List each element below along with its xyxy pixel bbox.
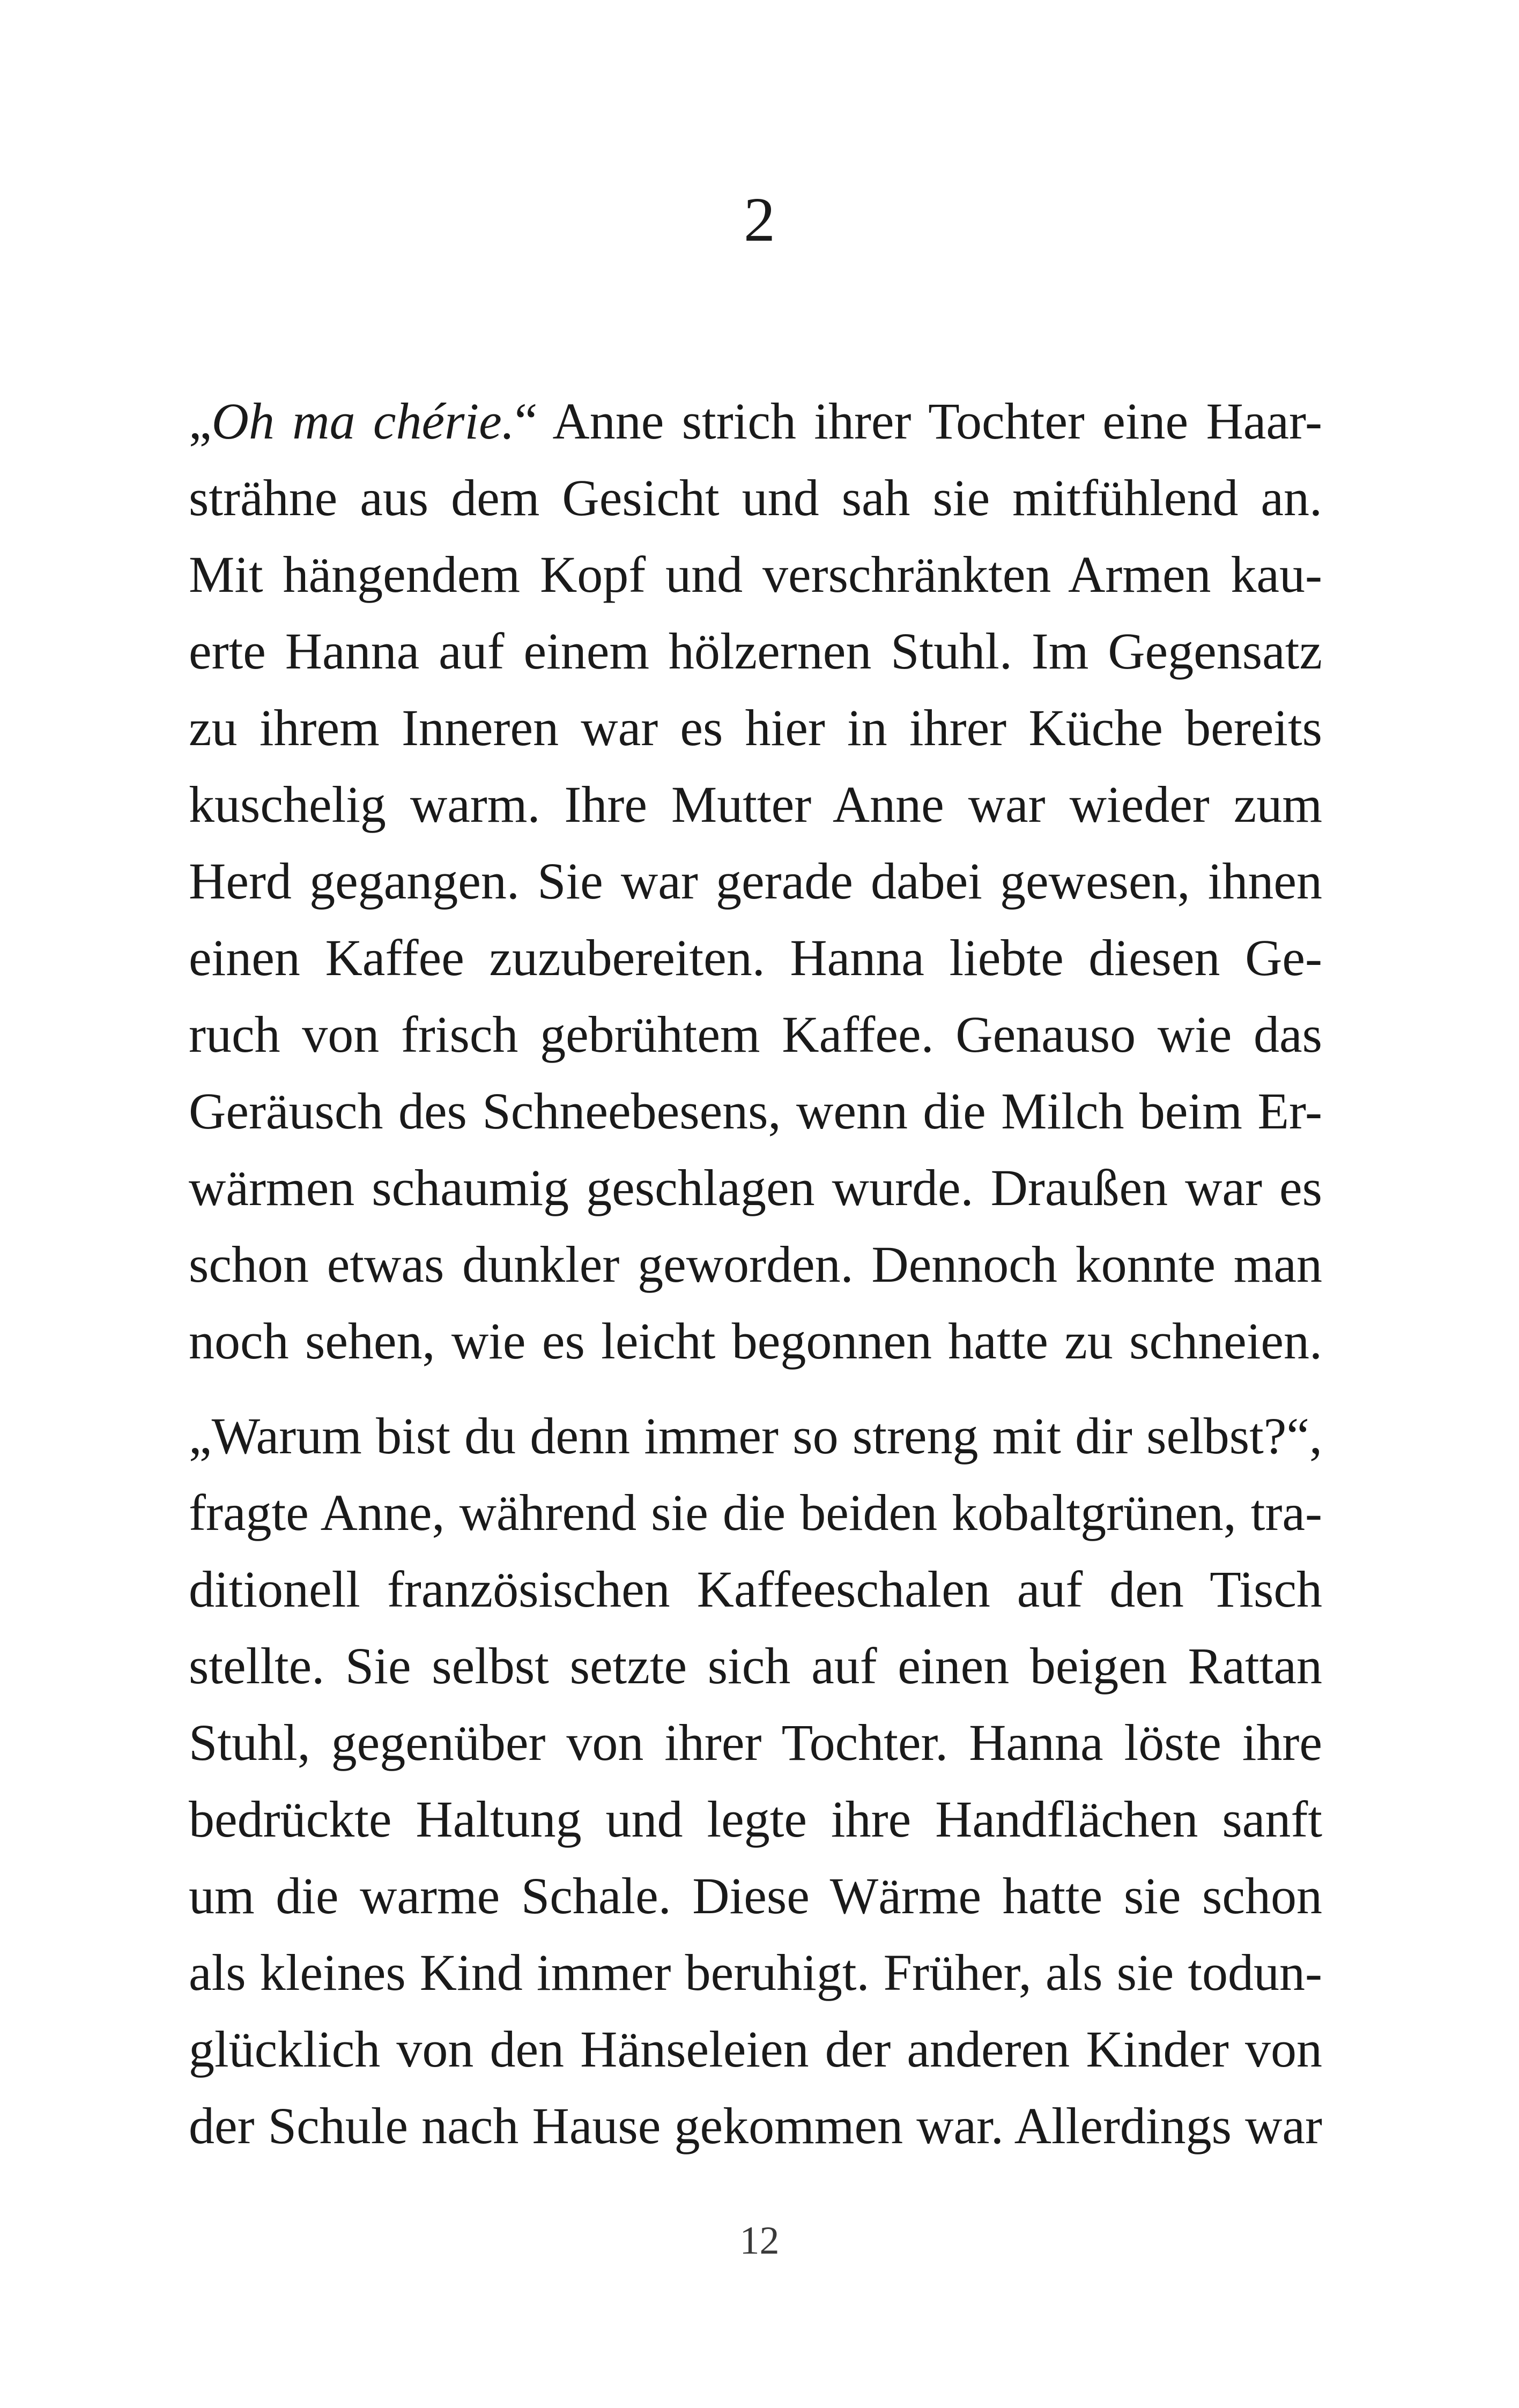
text-line: strähne aus dem Gesicht und sah sie mitfühlend an. — [189, 469, 1322, 526]
text-line: als kleines Kind immer beruhigt. Früher, als sie todun- — [189, 1944, 1322, 2001]
text-line: einen Kaffee zuzubereiten. Hanna liebte diesen Ge- — [189, 929, 1322, 986]
text-line: Stuhl, gegenüber von ihrer Tochter. Hanna löste ihre — [189, 1714, 1322, 1771]
text-line: der Schule nach Hause gekommen war. Allerdings war — [189, 2097, 1322, 2154]
text-line: zu ihrem Inneren war es hier in ihrer Küche bereits — [189, 699, 1322, 756]
text-line: um die warme Schale. Diese Wärme hatte sie schon — [189, 1867, 1322, 1924]
body-text — [189, 383, 1322, 2164]
text-line: „Warum bist du denn immer so streng mit dir selbst?“, — [189, 1407, 1322, 1465]
text-line: ruch von frisch gebrühtem Kaffee. Genauso wie das — [189, 1006, 1322, 1063]
paragraph-1 — [189, 383, 1322, 1379]
page-number: 12 — [739, 2219, 780, 2263]
text-line: stellte. Sie selbst setzte sich auf einen beigen Rattan — [189, 1637, 1322, 1694]
text-line: wärmen schaumig geschlagen wurde. Draußen war es — [189, 1159, 1322, 1216]
text-line: bedrückte Haltung und legte ihre Handflächen sanft — [189, 1790, 1322, 1848]
text-line: „Oh ma chérie.“ Anne strich ihrer Tochter eine Haar- — [189, 392, 1323, 450]
text-line: erte Hanna auf einem hölzernen Stuhl. Im Gegensatz — [189, 622, 1322, 680]
text-line: schon etwas dunkler geworden. Dennoch konnte man — [189, 1236, 1322, 1293]
paragraph-spacer — [189, 1379, 1322, 1398]
text-line: noch sehen, wie es leicht begonnen hatte zu schneien. — [189, 1312, 1322, 1370]
text-line: fragte Anne, während sie die beiden kobaltgrünen, tra- — [189, 1484, 1322, 1541]
paragraph-2 — [189, 1398, 1322, 2164]
text-line: kuschelig warm. Ihre Mutter Anne war wieder zum — [189, 776, 1322, 833]
text-line: ditionell französischen Kaffeeschalen auf den Tisch — [189, 1560, 1322, 1618]
text-line: glücklich von den Hänseleien der anderen Kinder von — [189, 2020, 1322, 2078]
text-line: Mit hängendem Kopf und verschränkten Armen kau- — [189, 546, 1322, 603]
text-line: Herd gegangen. Sie war gerade dabei gewesen, ihnen — [189, 852, 1322, 910]
chapter-number: 2 — [744, 184, 775, 255]
text-line: Geräusch des Schneebesens, wenn die Milch beim Er- — [189, 1082, 1322, 1140]
italic-phrase: Oh ma chérie. — [211, 392, 515, 450]
